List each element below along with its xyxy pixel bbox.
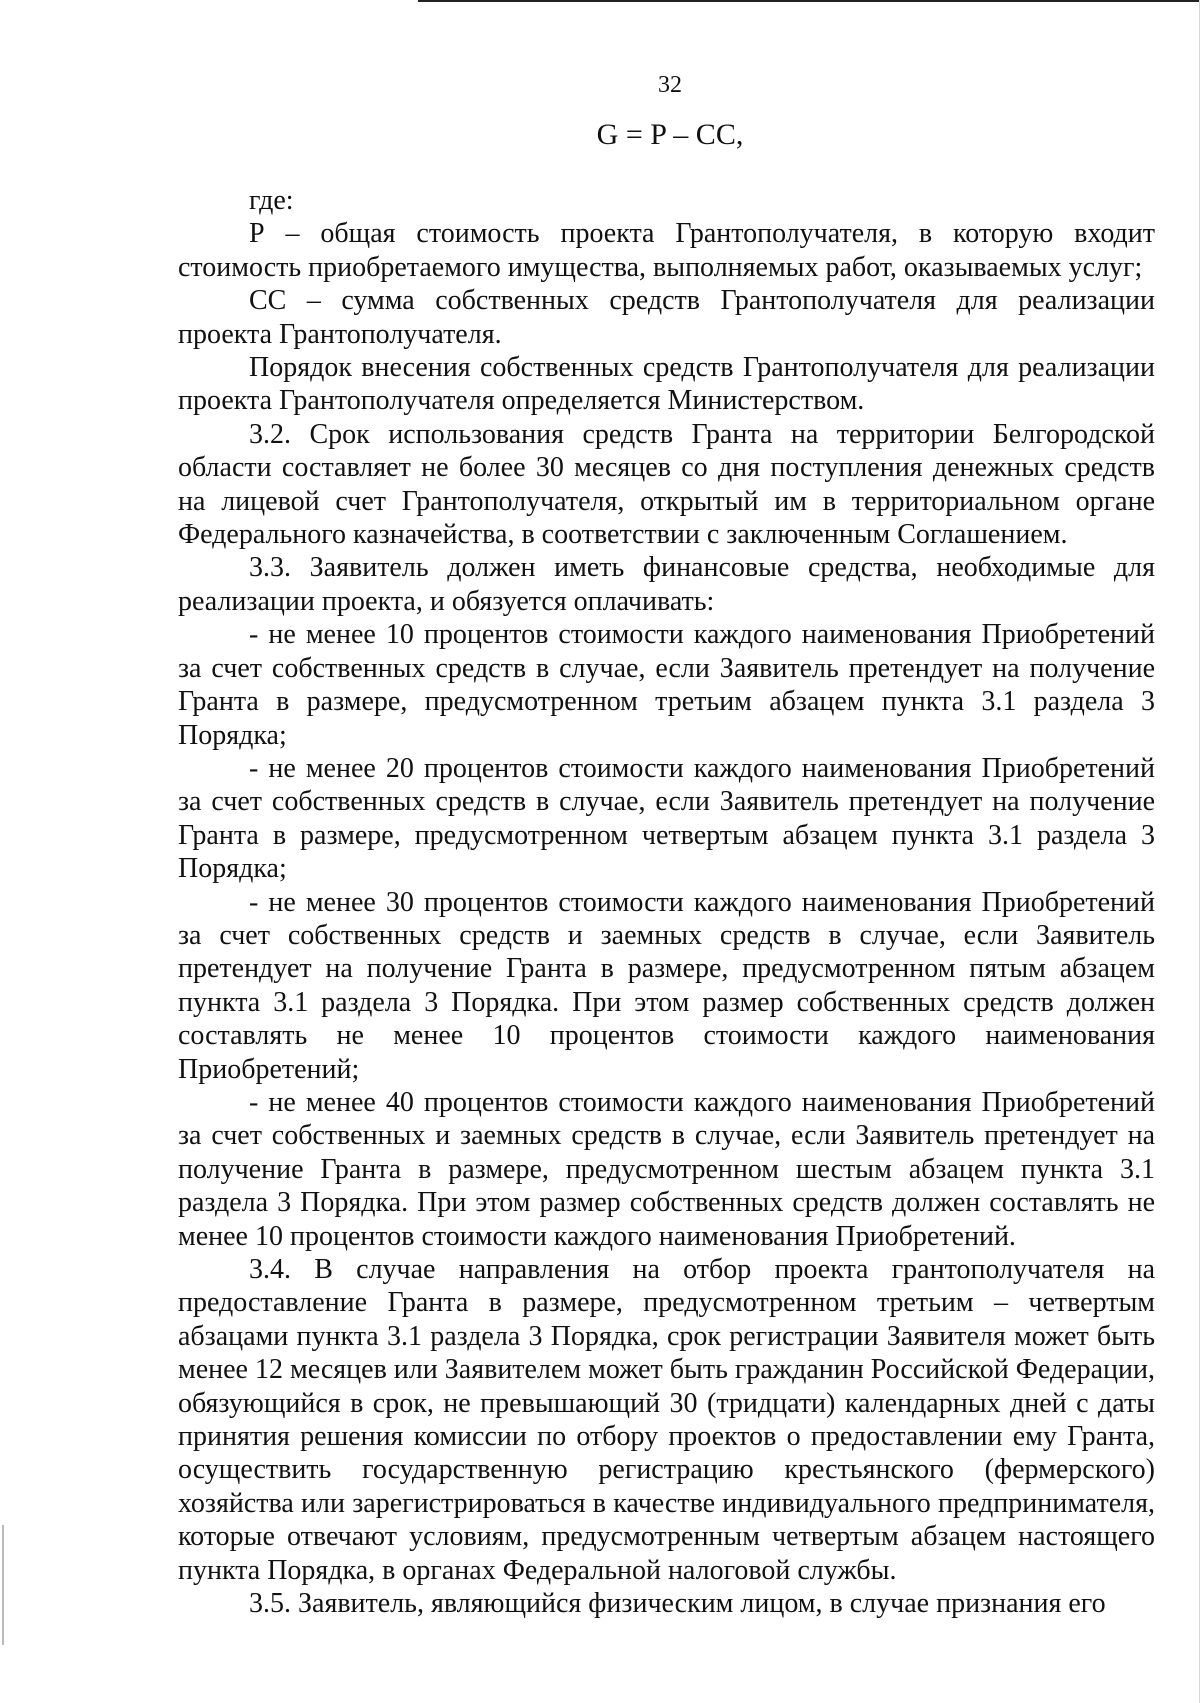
paragraph: - не менее 20 процентов стоимости каждого наименования Приобретений за счет собственных средств в случае, если Заявитель претендует на получение Гранта в размере, предусмотренном четвертым абзацем пункта 3.1 раздела 3 Порядка; bbox=[178, 752, 1155, 885]
paragraph: Р – общая стоимость проекта Грантополучателя, в которую входит стоимость приобретаемого имущества, выполняемых работ, оказываемых услуг; bbox=[178, 218, 1155, 283]
top-border-line bbox=[418, 0, 1200, 2]
paragraph: 3.4. В случае направления на отбор проекта грантополучателя на предоставление Гранта в размере, предусмотренном третьим – четвертым абзацами пункта 3.1 раздела 3 Порядка, срок регистрации Заявителя может быть менее 12 месяцев или Заявителем может быть гражданин Российской Федерации, обязующийся в срок, не превышающий 30 (тридцати) календарных дней с даты принятия решения комиссии по отбору проектов о предоставлении ему Гранта, осуществить государственную регистрацию крестьянского (фермерского) хозяйства или зарегистрироваться в качестве индивидуального предпринимателя, которые отвечают условиям, предусмотренным четвертым абзацем настоящего пункта Порядка, в органах Федеральной налоговой службы. bbox=[178, 1254, 1155, 1586]
paragraph: Порядок внесения собственных средств Грантополучателя для реализации проекта Грантополучателя определяется Министерством. bbox=[178, 352, 1155, 417]
paragraph: СС – сумма собственных средств Грантополучателя для реализации проекта Грантополучателя. bbox=[178, 285, 1155, 350]
paragraph: 3.5. Заявитель, являющийся физическим лицом, в случае признания его bbox=[249, 1588, 1106, 1620]
paragraph: 3.3. Заявитель должен иметь финансовые средства, необходимые для реализации проекта, и обязуется оплачивать: bbox=[178, 552, 1155, 617]
page-number: 32 bbox=[658, 72, 682, 98]
scan-artifact-mark bbox=[2, 1525, 4, 1645]
grant-formula: G = P – CC, bbox=[596, 118, 744, 151]
paragraph: 3.2. Срок использования средств Гранта на территории Белгородской области составляет не более 30 месяцев со дня поступления денежных средств на лицевой счет Грантополучателя, открытый им в территориальном органе Федерального казначейства, в соответствии с заключенным Соглашением. bbox=[178, 418, 1155, 551]
paragraph: где: bbox=[249, 185, 294, 216]
paragraph: - не менее 40 процентов стоимости каждого наименования Приобретений за счет собственных и заемных средств в случае, если Заявитель претендует на получение Гранта в размере, предусмотренном шестым абзацем пункта 3.1 раздела 3 Порядка. При этом размер собственных средств должен составлять не менее 10 процентов стоимости каждого наименования Приобретений. bbox=[178, 1086, 1155, 1252]
paragraph: - не менее 10 процентов стоимости каждого наименования Приобретений за счет собственных средств в случае, если Заявитель претендует на получение Гранта в размере, предусмотренном третьим абзацем пункта 3.1 раздела 3 Порядка; bbox=[178, 619, 1155, 751]
document-body bbox=[178, 184, 1155, 1620]
paragraph: - не менее 30 процентов стоимости каждого наименования Приобретений за счет собственных средств и заемных средств в случае, если Заявитель претендует на получение Гранта в размере, предусмотренном пятым абзацем пункта 3.1 раздела 3 Порядка. При этом размер собственных средств должен составлять не менее 10 процентов стоимости каждого наименования Приобретений; bbox=[178, 886, 1155, 1085]
